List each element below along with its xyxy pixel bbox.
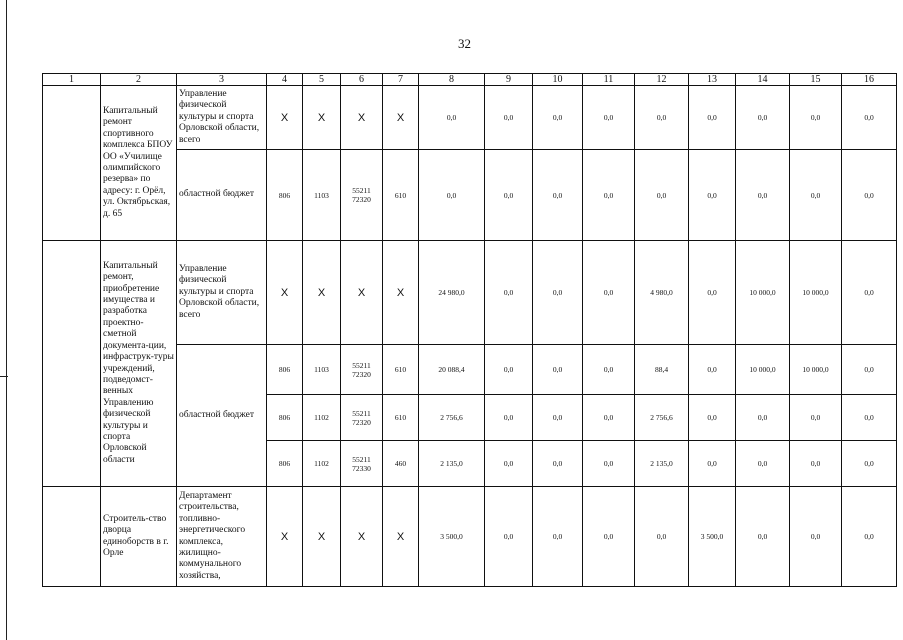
amount-cell: 0,0 (736, 487, 790, 587)
budget-code-c7: Х (383, 86, 419, 150)
funding-organization: Управление физической культуры и спорта Орловской области, всего (177, 86, 267, 150)
budget-code-c4: 806 (267, 345, 303, 395)
funding-organization: Департамент строительства, топливно-энергетического комплекса, жилищно-коммунального хозяйства, (177, 487, 267, 587)
header-cell-16: 16 (842, 74, 897, 86)
amount-cell: 0,0 (583, 395, 635, 441)
budget-code-c6: 55211 72320 (341, 345, 383, 395)
scan-edge-line (6, 0, 7, 640)
project-description: Капитальный ремонт спортивного комплекса БПОУ ОО «Училище олимпийского резерва» по адресу: г. Орёл, ул. Октябрьская, д. 65 (101, 86, 177, 241)
amount-cell: 2 756,6 (419, 395, 485, 441)
header-cell-5: 5 (303, 74, 341, 86)
budget-code-c6: 55211 72320 (341, 150, 383, 241)
amount-cell: 0,0 (790, 150, 842, 241)
budget-code-c4: 806 (267, 150, 303, 241)
page-number: 32 (458, 36, 471, 51)
budget-code-c6: Х (341, 487, 383, 587)
amount-cell: 0,0 (689, 86, 736, 150)
header-cell-9: 9 (485, 74, 533, 86)
amount-cell: 0,0 (533, 241, 583, 345)
empty-cell (43, 487, 101, 587)
header-cell-13: 13 (689, 74, 736, 86)
amount-cell: 0,0 (533, 441, 583, 487)
header-cell-1: 1 (43, 74, 101, 86)
amount-cell: 0,0 (736, 441, 790, 487)
amount-cell: 0,0 (689, 395, 736, 441)
budget-code-c5: 1102 (303, 395, 341, 441)
amount-cell: 0,0 (485, 86, 533, 150)
amount-cell: 3 500,0 (419, 487, 485, 587)
amount-cell: 0,0 (419, 150, 485, 241)
budget-code-c7: 460 (383, 441, 419, 487)
budget-code-c6: 55211 72320 (341, 395, 383, 441)
budget-code-c4: Х (267, 241, 303, 345)
amount-cell: 0,0 (533, 86, 583, 150)
amount-cell: 3 500,0 (689, 487, 736, 587)
empty-cell (43, 86, 101, 241)
header-cell-3: 3 (177, 74, 267, 86)
budget-code-c4: Х (267, 487, 303, 587)
amount-cell: 10 000,0 (790, 345, 842, 395)
amount-cell: 88,4 (635, 345, 689, 395)
amount-cell: 20 088,4 (419, 345, 485, 395)
header-cell-8: 8 (419, 74, 485, 86)
header-cell-2: 2 (101, 74, 177, 86)
amount-cell: 0,0 (583, 150, 635, 241)
scan-edge-tick (0, 376, 8, 377)
amount-cell: 0,0 (689, 150, 736, 241)
amount-cell: 0,0 (485, 441, 533, 487)
amount-cell: 4 980,0 (635, 241, 689, 345)
header-cell-14: 14 (736, 74, 790, 86)
amount-cell: 0,0 (635, 487, 689, 587)
table-row (43, 487, 897, 587)
budget-code-c5: Х (303, 241, 341, 345)
amount-cell: 0,0 (842, 395, 897, 441)
project-description: Строитель-ство дворца единоборств в г. Орле (101, 487, 177, 587)
budget-code-c7: 610 (383, 150, 419, 241)
budget-code-c5: Х (303, 487, 341, 587)
table-row (43, 241, 897, 345)
amount-cell: 0,0 (583, 345, 635, 395)
budget-code-c5: 1103 (303, 150, 341, 241)
amount-cell: 0,0 (790, 86, 842, 150)
amount-cell: 10 000,0 (736, 345, 790, 395)
amount-cell: 0,0 (842, 487, 897, 587)
header-cell-11: 11 (583, 74, 635, 86)
amount-cell: 0,0 (842, 345, 897, 395)
budget-code-c6: Х (341, 241, 383, 345)
amount-cell: 0,0 (842, 150, 897, 241)
amount-cell: 0,0 (736, 395, 790, 441)
amount-cell: 0,0 (635, 86, 689, 150)
table-row (43, 86, 897, 150)
budget-code-c4: Х (267, 86, 303, 150)
amount-cell: 0,0 (533, 395, 583, 441)
amount-cell: 0,0 (842, 86, 897, 150)
amount-cell: 0,0 (485, 345, 533, 395)
amount-cell: 0,0 (419, 86, 485, 150)
budget-code-c5: 1103 (303, 345, 341, 395)
project-description: Капитальный ремонт, приобретение имущества и разработка проектно-сметной документа-ции, инфраструк-туры учреждений, подведомст-венных Управлению физической культуры и спорта Орловской области (101, 241, 177, 487)
amount-cell: 0,0 (533, 487, 583, 587)
funding-organization: областной бюджет (177, 150, 267, 241)
header-row (43, 74, 897, 86)
budget-code-c6: 55211 72330 (341, 441, 383, 487)
amount-cell: 0,0 (689, 345, 736, 395)
amount-cell: 0,0 (736, 86, 790, 150)
header-cell-10: 10 (533, 74, 583, 86)
amount-cell: 10 000,0 (736, 241, 790, 345)
amount-cell: 0,0 (583, 441, 635, 487)
empty-cell (43, 241, 101, 487)
amount-cell: 0,0 (689, 441, 736, 487)
amount-cell: 0,0 (485, 150, 533, 241)
amount-cell: 24 980,0 (419, 241, 485, 345)
header-cell-4: 4 (267, 74, 303, 86)
amount-cell: 0,0 (736, 150, 790, 241)
amount-cell: 2 135,0 (419, 441, 485, 487)
amount-cell: 0,0 (583, 241, 635, 345)
amount-cell: 0,0 (485, 395, 533, 441)
budget-code-c7: Х (383, 241, 419, 345)
amount-cell: 2 756,6 (635, 395, 689, 441)
amount-cell: 0,0 (485, 487, 533, 587)
amount-cell: 0,0 (583, 487, 635, 587)
amount-cell: 0,0 (790, 395, 842, 441)
budget-code-c7: 610 (383, 395, 419, 441)
funding-organization: Управление физической культуры и спорта Орловской области, всего (177, 241, 267, 345)
funding-organization: областной бюджет (177, 345, 267, 487)
amount-cell: 0,0 (689, 241, 736, 345)
amount-cell: 0,0 (635, 150, 689, 241)
header-cell-15: 15 (790, 74, 842, 86)
amount-cell: 0,0 (533, 345, 583, 395)
amount-cell: 0,0 (790, 487, 842, 587)
amount-cell: 0,0 (842, 441, 897, 487)
budget-code-c6: Х (341, 86, 383, 150)
amount-cell: 2 135,0 (635, 441, 689, 487)
header-cell-7: 7 (383, 74, 419, 86)
header-cell-12: 12 (635, 74, 689, 86)
header-cell-6: 6 (341, 74, 383, 86)
budget-code-c5: 1102 (303, 441, 341, 487)
budget-code-c7: 610 (383, 345, 419, 395)
amount-cell: 0,0 (533, 150, 583, 241)
amount-cell: 10 000,0 (790, 241, 842, 345)
amount-cell: 0,0 (583, 86, 635, 150)
budget-code-c4: 806 (267, 395, 303, 441)
budget-table (42, 73, 897, 587)
amount-cell: 0,0 (790, 441, 842, 487)
budget-code-c5: Х (303, 86, 341, 150)
budget-code-c4: 806 (267, 441, 303, 487)
amount-cell: 0,0 (842, 241, 897, 345)
amount-cell: 0,0 (485, 241, 533, 345)
budget-code-c7: Х (383, 487, 419, 587)
